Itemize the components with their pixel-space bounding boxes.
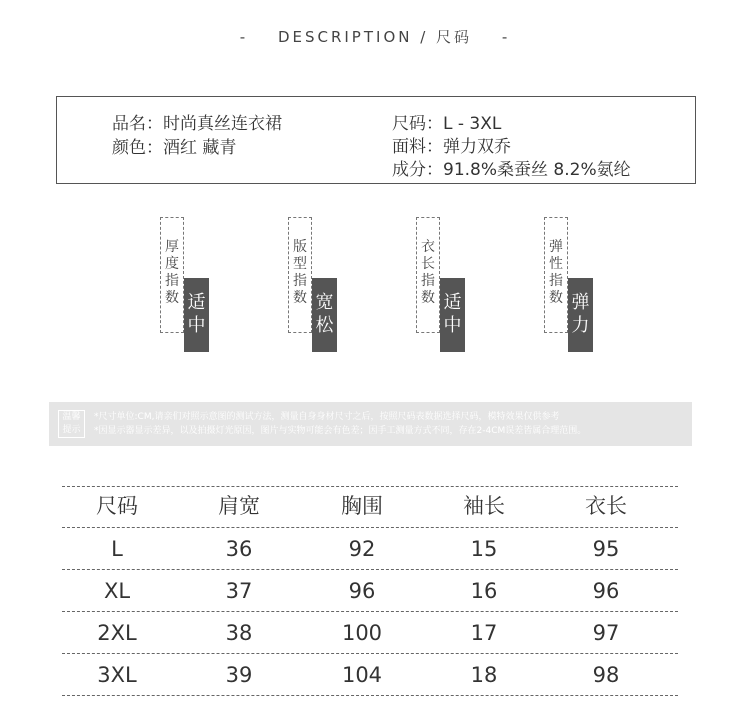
table-cell: 97 [592, 621, 620, 645]
tips-tag: 温馨 提示 [58, 410, 85, 438]
index-value: 弹 力 [568, 278, 593, 352]
index-value: 宽 松 [312, 278, 337, 352]
index-label: 厚 度 指 数 [165, 239, 179, 306]
table-header-cell: 胸围 [341, 494, 383, 518]
table-row [62, 653, 678, 696]
table-header-cell: 肩宽 [218, 494, 260, 518]
table-cell: 104 [341, 663, 383, 687]
table-cell: 96 [348, 579, 376, 603]
header-dash-left: - [239, 28, 249, 46]
table-cell: L [111, 537, 123, 561]
index-value: 适 中 [184, 278, 209, 352]
table-cell: 95 [592, 537, 620, 561]
elasticity-index [544, 217, 604, 357]
table-row [62, 527, 678, 569]
section-header [0, 26, 750, 47]
table-cell: 100 [341, 621, 383, 645]
table-cell: 38 [225, 621, 253, 645]
table-header-cell: 尺码 [96, 494, 138, 518]
table-cell: 18 [470, 663, 498, 687]
product-name: 品名：时尚真丝连衣裙 [112, 114, 282, 134]
table-cell: 3XL [97, 663, 137, 687]
index-label: 衣 长 指 数 [421, 239, 435, 306]
header-dash-right: - [501, 28, 511, 46]
table-cell: 92 [348, 537, 376, 561]
product-size-range: 尺码：L - 3XL [392, 114, 502, 134]
product-composition: 成分：91.8%桑蚕丝 8.2%氨纶 [392, 160, 631, 180]
table-cell: XL [103, 579, 131, 603]
tips-line-2: *因显示器显示差异，以及拍摄灯光原因，图片与实物可能会有色差；因手工测量方式不同，存在2-4CM误差皆属合理范围。 [94, 426, 587, 436]
product-info-box [56, 96, 696, 184]
index-label: 版 型 指 数 [293, 239, 307, 306]
index-value: 适 中 [440, 278, 465, 352]
index-label: 弹 性 指 数 [549, 239, 563, 306]
product-fabric: 面料：弹力双乔 [392, 137, 511, 157]
table-cell: 17 [470, 621, 498, 645]
table-header-cell: 衣长 [585, 494, 627, 518]
table-cell: 37 [225, 579, 253, 603]
table-header-row [62, 486, 678, 527]
tips-banner [49, 402, 692, 446]
table-cell: 39 [225, 663, 253, 687]
table-cell: 2XL [97, 621, 137, 645]
table-header-cell: 袖长 [463, 494, 505, 518]
table-cell: 96 [592, 579, 620, 603]
header-title: DESCRIPTION / 尺码 [277, 28, 473, 46]
table-row [62, 569, 678, 611]
product-color: 颜色：酒红 藏青 [112, 138, 237, 158]
length-index [416, 217, 476, 357]
tips-text [94, 410, 586, 438]
table-cell: 36 [225, 537, 253, 561]
table-cell: 16 [470, 579, 498, 603]
table-cell: 98 [592, 663, 620, 687]
thickness-index [160, 217, 220, 357]
size-table [62, 486, 678, 696]
table-cell: 15 [470, 537, 498, 561]
table-row [62, 611, 678, 653]
fit-index [288, 217, 348, 357]
tips-line-1: *尺寸单位:CM,请亲们对照示意图的测试方法，测量自身身材尺寸之后，按照尺码表数据选择尺码，模特效果仅供参考 [94, 412, 560, 422]
